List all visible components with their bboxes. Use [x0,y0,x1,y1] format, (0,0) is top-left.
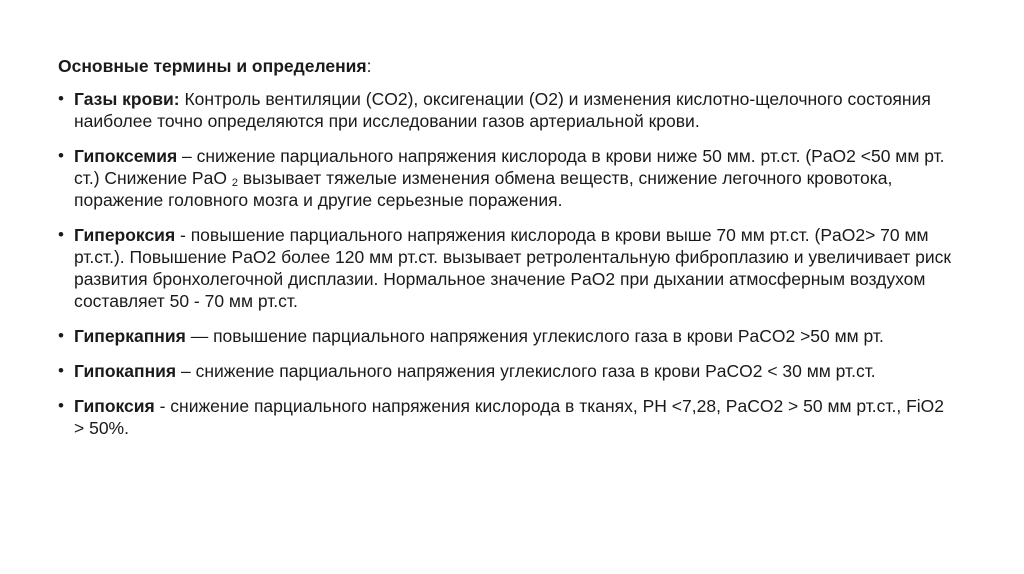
slide-content [58,54,958,452]
terms-list [58,88,958,439]
list-item [58,360,958,382]
subscript: 2 [231,177,238,189]
term-name: Газы крови: [74,89,180,109]
term-definition-cont: вызывает тяжелые изменения обмена веществ, снижение легочного кровотока, поражение головного мозга и другие серьезные поражения. [74,168,893,210]
bullet: • [58,326,64,345]
bullet: • [58,225,64,244]
term-name: Гипероксия [74,225,176,245]
term-definition: Контроль вентиляции (CO2), оксигенации (O2) и изменения кислотно-щелочного состояния наиболее точно определяются при исследовании газов артериальной крови. [74,89,931,131]
list-item [58,395,958,439]
term-definition: – снижение парциального напряжения углекислого газа в крови PaCO2 < 30 мм рт.ст. [176,361,876,381]
term-name: Гипоксемия [74,146,178,166]
bullet: • [58,396,64,415]
list-item [58,145,958,211]
term-name: Гиперкапния [74,326,186,346]
list-item [58,88,958,132]
heading-suffix: : [366,56,372,76]
bullet: • [58,89,64,108]
heading-title: Основные термины и определения [58,56,367,76]
term-name: Гипокапния [74,361,177,381]
term-definition: - повышение парциального напряжения кислорода в крови выше 70 мм рт.ст. (PaO2> 70 мм рт.ст.). Повышение PaO2 более 120 мм рт.ст. вызывает ретролентальную фиброплазию и увеличивает риск развития бронхолегочной дисплазии. Нормальное значение PaO2 при дыхании атмосферным воздухом составляет 50 - 70 мм рт.ст. [74,225,952,311]
bullet: • [58,146,64,165]
bullet: • [58,361,64,380]
list-item [58,325,958,347]
term-name: Гипоксия [74,396,155,416]
term-definition: - снижение парциального напряжения кислорода в тканях, PH <7,28, PaCO2 > 50 мм рт.ст., FiO2 > 50%. [74,396,944,438]
list-item [58,224,958,312]
slide-heading [58,54,958,78]
term-definition: — повышение парциального напряжения углекислого газа в крови PaCO2 >50 мм рт. [185,326,884,346]
term-definition: – снижение парциального напряжения кислорода в крови ниже 50 мм. рт.ст. (PaO2 <50 мм рт. ст.) Снижение PaO [74,146,945,188]
